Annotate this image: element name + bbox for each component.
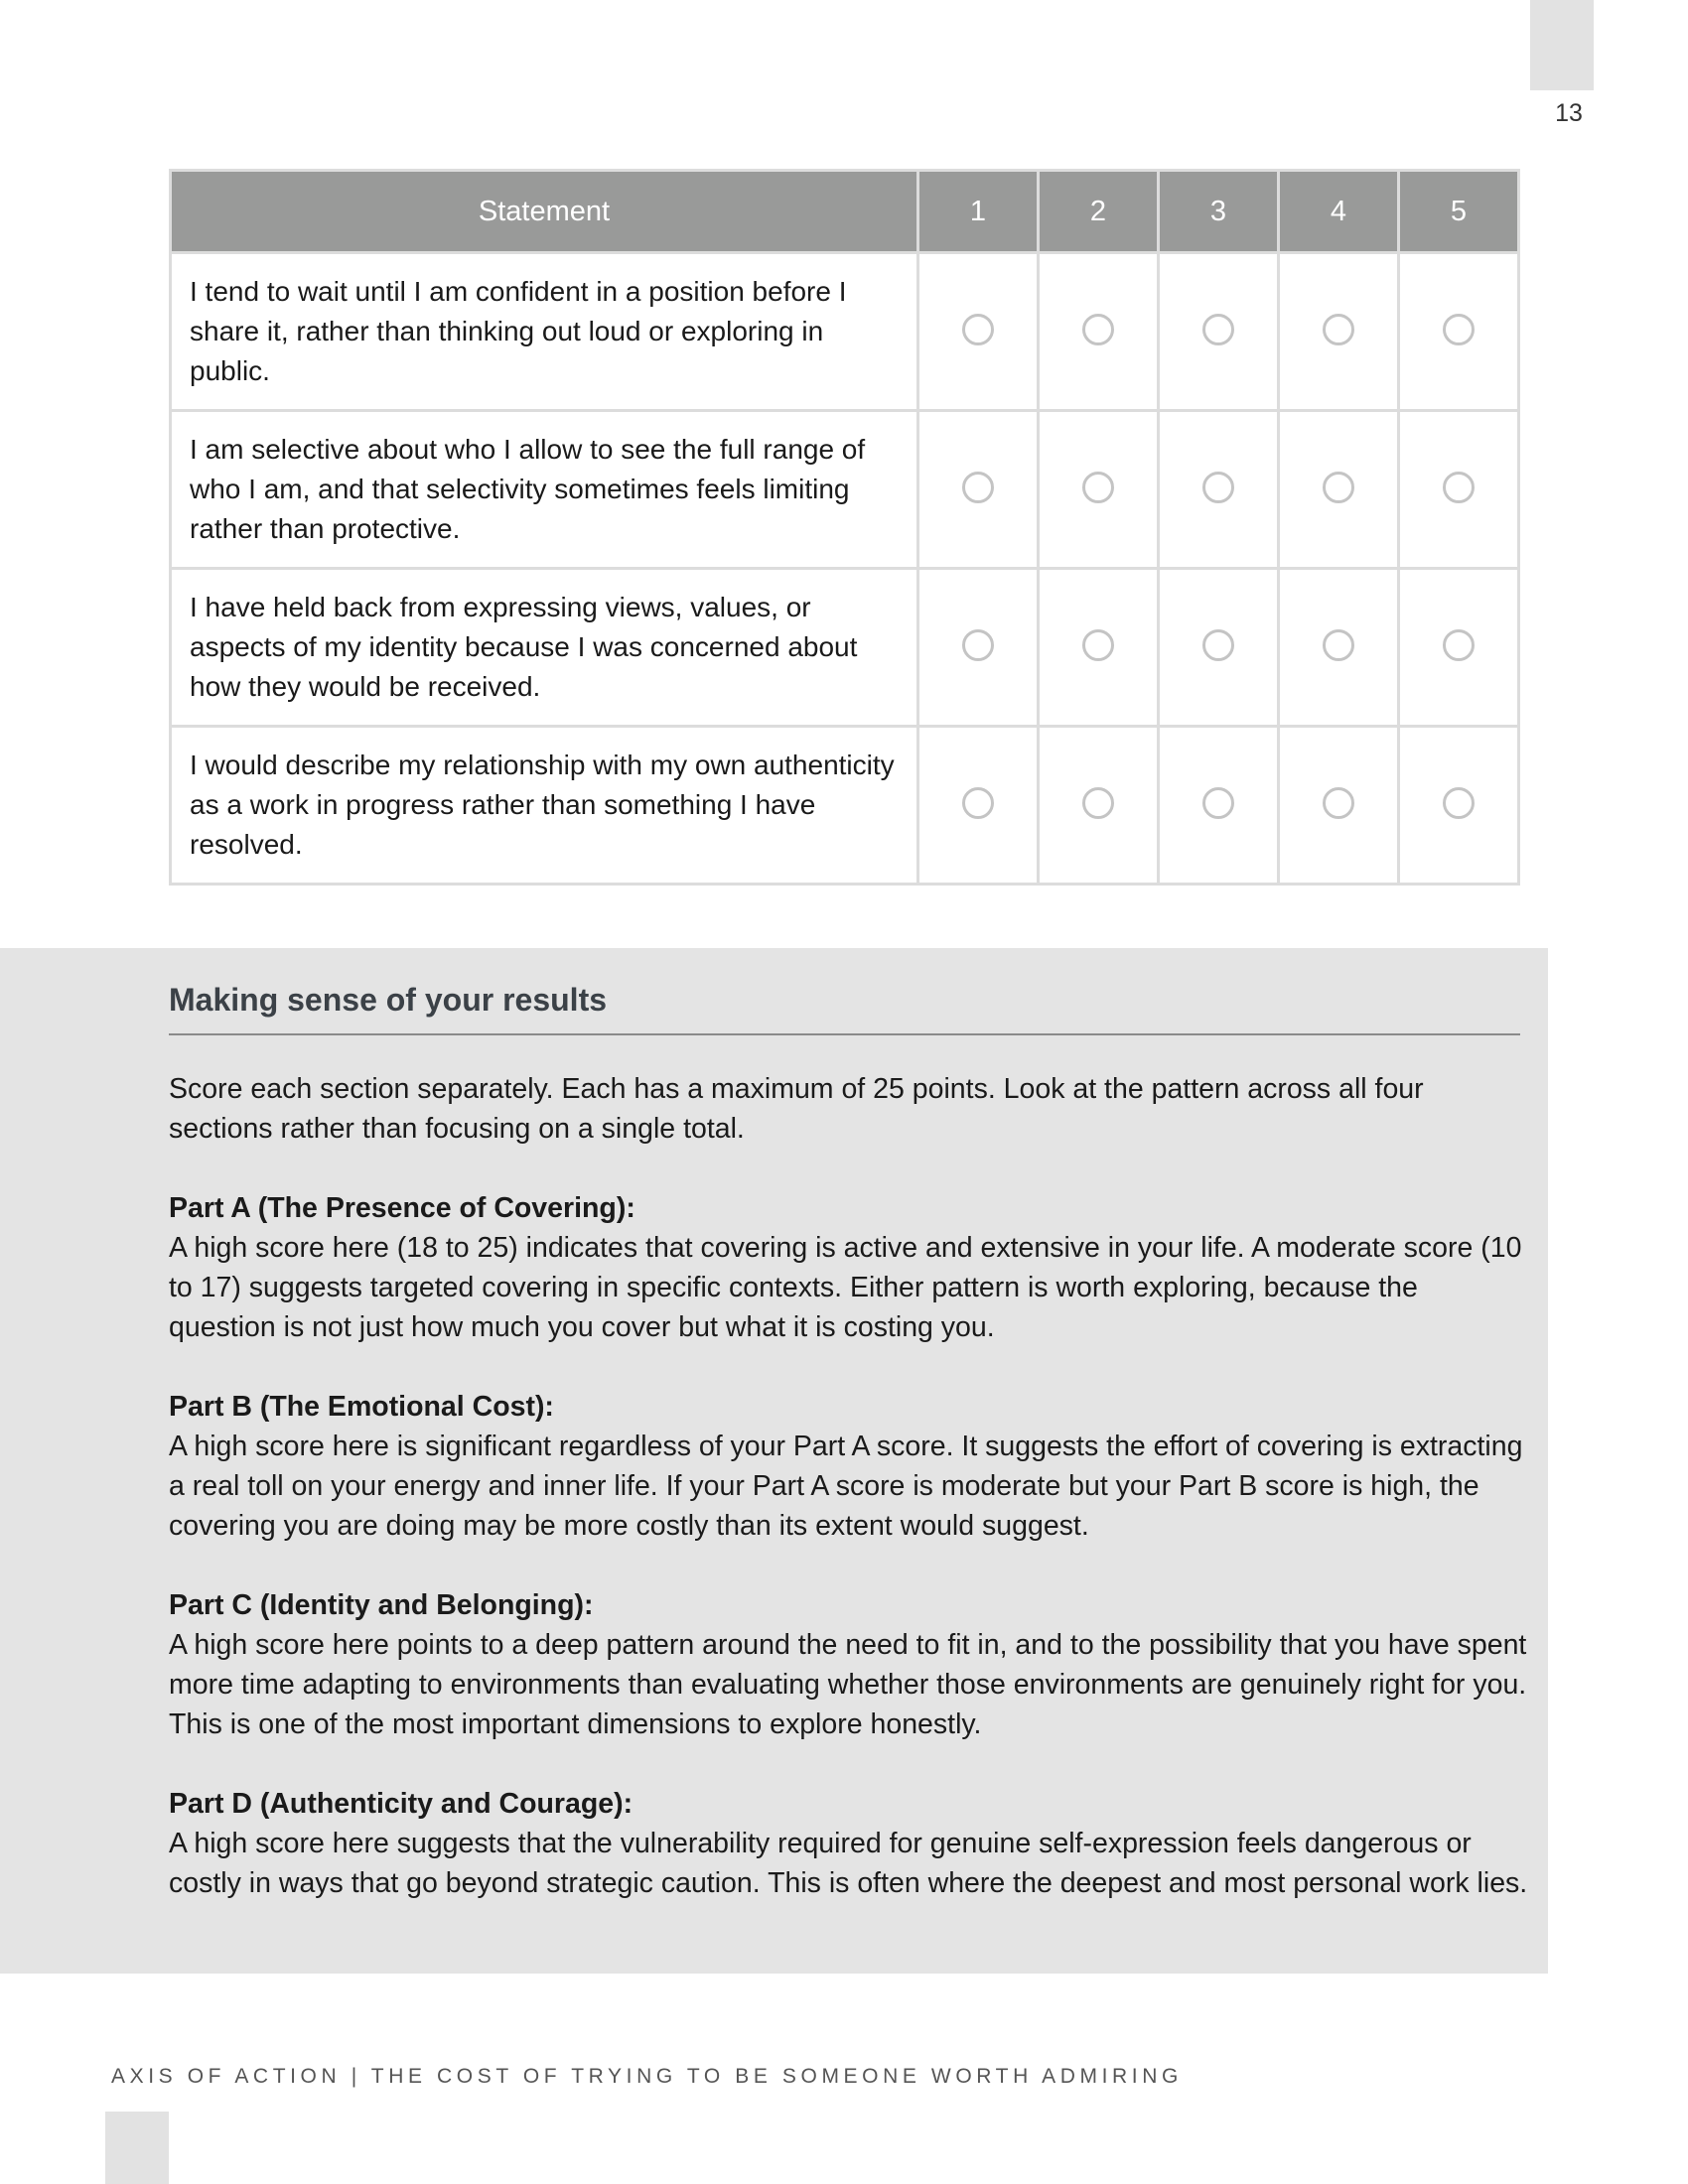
page-number: 13 (1555, 99, 1583, 127)
table-row (171, 411, 1519, 569)
header-scale-5: 5 (1399, 171, 1519, 253)
header-scale-4: 4 (1279, 171, 1399, 253)
part-a (169, 1188, 1529, 1347)
rating-radio-5[interactable] (1443, 314, 1475, 345)
rating-radio-3[interactable] (1202, 629, 1234, 661)
header-scale-1: 1 (918, 171, 1039, 253)
rating-radio-1[interactable] (962, 314, 994, 345)
table-row (171, 727, 1519, 885)
part-body: A high score here is significant regardless of your Part A score. It suggests the effort of covering is extracting a real toll on your energy and inner life. If your Part A score is moderate but your Part B score is high, the covering you are doing may be more costly than its extent would suggest. (169, 1431, 1523, 1542)
part-heading: Part A (The Presence of Covering): (169, 1192, 635, 1224)
page-footer: AXIS OF ACTION | THE COST OF TRYING TO BE SOMEONE WORTH ADMIRING (111, 2065, 1183, 2088)
table-row (171, 569, 1519, 727)
part-c (169, 1585, 1529, 1744)
results-panel (0, 948, 1548, 1974)
rating-radio-2[interactable] (1082, 787, 1114, 819)
rating-radio-1[interactable] (962, 629, 994, 661)
table-header-row (171, 171, 1519, 253)
statement-text: I am selective about who I allow to see the full range of who I am, and that selectivity sometimes feels limiting rather than protective. (171, 411, 918, 569)
header-statement: Statement (171, 171, 918, 253)
results-intro: Score each section separately. Each has a maximum of 25 points. Look at the pattern across all four sections rather than focusing on a single total. (169, 1073, 1424, 1145)
rating-radio-4[interactable] (1323, 314, 1354, 345)
rating-radio-2[interactable] (1082, 472, 1114, 503)
part-b (169, 1387, 1529, 1546)
header-scale-3: 3 (1159, 171, 1279, 253)
survey-table (169, 169, 1520, 886)
rating-radio-2[interactable] (1082, 629, 1114, 661)
part-body: A high score here points to a deep pattern around the need to fit in, and to the possibility that you have spent more time adapting to environments than evaluating whether those environments are genuinely right for you. This is one of the most important dimensions to explore honestly. (169, 1629, 1527, 1740)
rating-radio-4[interactable] (1323, 787, 1354, 819)
table-row (171, 253, 1519, 411)
header-scale-2: 2 (1039, 171, 1159, 253)
rating-radio-1[interactable] (962, 787, 994, 819)
results-title: Making sense of your results (169, 982, 608, 1018)
part-body: A high score here (18 to 25) indicates that covering is active and extensive in your life. A moderate score (10 to 17) suggests targeted covering in specific contexts. Either pattern is worth exploring, because the question is not just how much you cover but what it is costing you. (169, 1232, 1522, 1343)
page-corner-tab-bottom (105, 2112, 169, 2184)
part-d (169, 1784, 1529, 1903)
page-corner-tab-top (1530, 0, 1594, 90)
rating-radio-4[interactable] (1323, 629, 1354, 661)
statement-text: I would describe my relationship with my own authenticity as a work in progress rather than something I have resolved. (171, 727, 918, 885)
rating-radio-5[interactable] (1443, 787, 1475, 819)
rating-radio-3[interactable] (1202, 472, 1234, 503)
part-heading: Part C (Identity and Belonging): (169, 1589, 594, 1621)
part-heading: Part B (The Emotional Cost): (169, 1391, 554, 1423)
part-heading: Part D (Authenticity and Courage): (169, 1788, 633, 1820)
rating-radio-5[interactable] (1443, 629, 1475, 661)
section-divider (169, 1033, 1520, 1035)
rating-radio-2[interactable] (1082, 314, 1114, 345)
part-body: A high score here suggests that the vulnerability required for genuine self-expression feels dangerous or costly in ways that go beyond strategic caution. This is often where the deepest and most personal work lies. (169, 1828, 1528, 1899)
rating-radio-1[interactable] (962, 472, 994, 503)
rating-radio-3[interactable] (1202, 314, 1234, 345)
statement-text: I have held back from expressing views, values, or aspects of my identity because I was concerned about how they would be received. (171, 569, 918, 727)
rating-radio-5[interactable] (1443, 472, 1475, 503)
rating-radio-4[interactable] (1323, 472, 1354, 503)
results-content (169, 1069, 1529, 1943)
rating-radio-3[interactable] (1202, 787, 1234, 819)
statement-text: I tend to wait until I am confident in a position before I share it, rather than thinking out loud or exploring in public. (171, 253, 918, 411)
